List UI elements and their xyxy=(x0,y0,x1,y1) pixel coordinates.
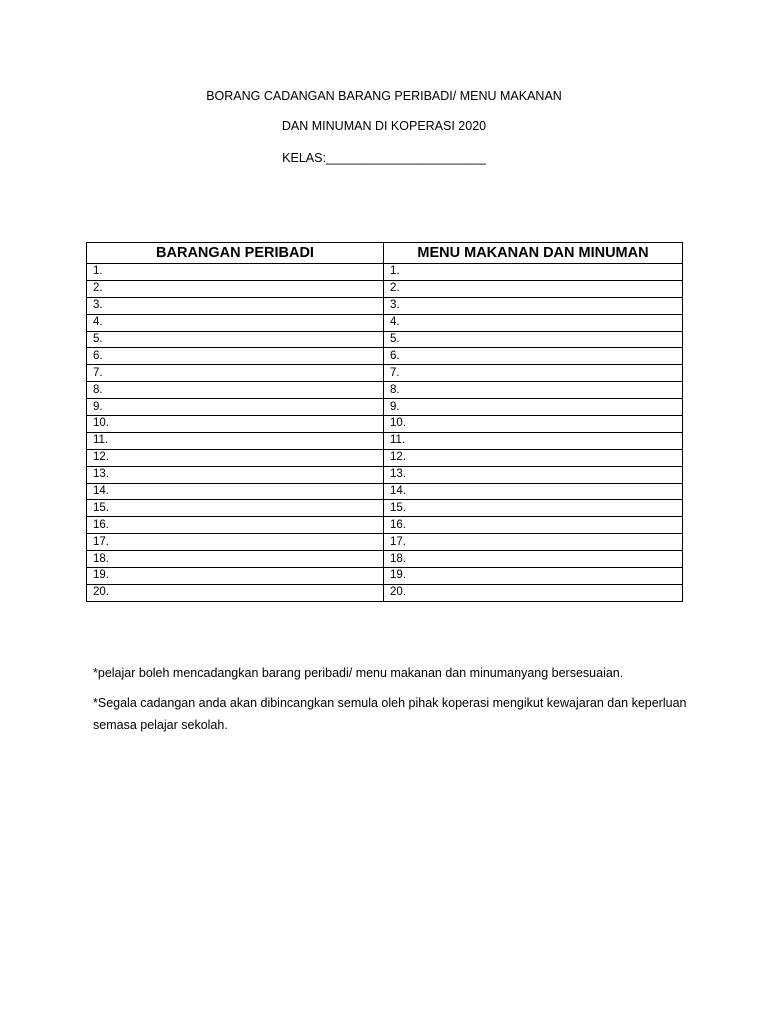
personal-item-cell[interactable]: 9. xyxy=(87,399,384,416)
personal-item-cell[interactable]: 17. xyxy=(87,534,384,551)
table-row xyxy=(87,331,683,348)
menu-item-cell[interactable]: 9. xyxy=(384,399,683,416)
menu-item-cell[interactable]: 1. xyxy=(384,264,683,281)
personal-item-cell[interactable]: 2. xyxy=(87,280,384,297)
table-row xyxy=(87,382,683,399)
suggestion-table xyxy=(86,242,683,602)
table-row xyxy=(87,416,683,433)
menu-item-cell[interactable]: 2. xyxy=(384,280,683,297)
note-review: *Segala cadangan anda akan dibincangkan semula oleh pihak koperasi mengikut kewajaran dan keperluan semasa pelajar sekolah. xyxy=(93,696,687,732)
menu-item-cell[interactable]: 14. xyxy=(384,483,683,500)
table-row xyxy=(87,500,683,517)
header-personal-items: BARANGAN PERIBADI xyxy=(87,243,384,264)
table-row xyxy=(87,584,683,601)
table-row xyxy=(87,399,683,416)
personal-item-cell[interactable]: 4. xyxy=(87,314,384,331)
table-row xyxy=(87,314,683,331)
personal-item-cell[interactable]: 1. xyxy=(87,264,384,281)
table-row xyxy=(87,264,683,281)
table-row xyxy=(87,449,683,466)
personal-item-cell[interactable]: 16. xyxy=(87,517,384,534)
menu-item-cell[interactable]: 10. xyxy=(384,416,683,433)
personal-item-cell[interactable]: 14. xyxy=(87,483,384,500)
menu-item-cell[interactable]: 13. xyxy=(384,466,683,483)
personal-item-cell[interactable]: 19. xyxy=(87,568,384,585)
table-row xyxy=(87,568,683,585)
table-row xyxy=(87,551,683,568)
header-food-drink-menu: MENU MAKANAN DAN MINUMAN xyxy=(384,243,683,264)
form-title-line-2: DAN MINUMAN DI KOPERASI 2020 xyxy=(281,119,487,133)
personal-item-cell[interactable]: 5. xyxy=(87,331,384,348)
table-row xyxy=(87,466,683,483)
personal-item-cell[interactable]: 10. xyxy=(87,416,384,433)
personal-item-cell[interactable]: 6. xyxy=(87,348,384,365)
personal-item-cell[interactable]: 20. xyxy=(87,584,384,601)
note-suggestion: *pelajar boleh mencadangkan barang peribadi/ menu makanan dan minumanyang bersesuaian. xyxy=(93,666,624,680)
menu-item-cell[interactable]: 15. xyxy=(384,500,683,517)
personal-item-cell[interactable]: 13. xyxy=(87,466,384,483)
table-row xyxy=(87,297,683,314)
menu-item-cell[interactable]: 7. xyxy=(384,365,683,382)
personal-item-cell[interactable]: 18. xyxy=(87,551,384,568)
personal-item-cell[interactable]: 15. xyxy=(87,500,384,517)
table-row xyxy=(87,365,683,382)
menu-item-cell[interactable]: 17. xyxy=(384,534,683,551)
menu-item-cell[interactable]: 16. xyxy=(384,517,683,534)
menu-item-cell[interactable]: 18. xyxy=(384,551,683,568)
menu-item-cell[interactable]: 20. xyxy=(384,584,683,601)
table-row xyxy=(87,483,683,500)
form-title-line-1: BORANG CADANGAN BARANG PERIBADI/ MENU MAKANAN xyxy=(206,89,562,103)
table-row xyxy=(87,348,683,365)
personal-item-cell[interactable]: 7. xyxy=(87,365,384,382)
table-row xyxy=(87,534,683,551)
class-field: KELAS:_______________________ xyxy=(282,151,486,165)
table-header-row xyxy=(87,243,683,264)
menu-item-cell[interactable]: 4. xyxy=(384,314,683,331)
table-body xyxy=(87,264,683,602)
table-row xyxy=(87,517,683,534)
personal-item-cell[interactable]: 11. xyxy=(87,432,384,449)
menu-item-cell[interactable]: 6. xyxy=(384,348,683,365)
personal-item-cell[interactable]: 3. xyxy=(87,297,384,314)
menu-item-cell[interactable]: 12. xyxy=(384,449,683,466)
menu-item-cell[interactable]: 19. xyxy=(384,568,683,585)
menu-item-cell[interactable]: 5. xyxy=(384,331,683,348)
table-row xyxy=(87,280,683,297)
menu-item-cell[interactable]: 3. xyxy=(384,297,683,314)
personal-item-cell[interactable]: 12. xyxy=(87,449,384,466)
menu-item-cell[interactable]: 11. xyxy=(384,432,683,449)
menu-item-cell[interactable]: 8. xyxy=(384,382,683,399)
personal-item-cell[interactable]: 8. xyxy=(87,382,384,399)
table-row xyxy=(87,432,683,449)
